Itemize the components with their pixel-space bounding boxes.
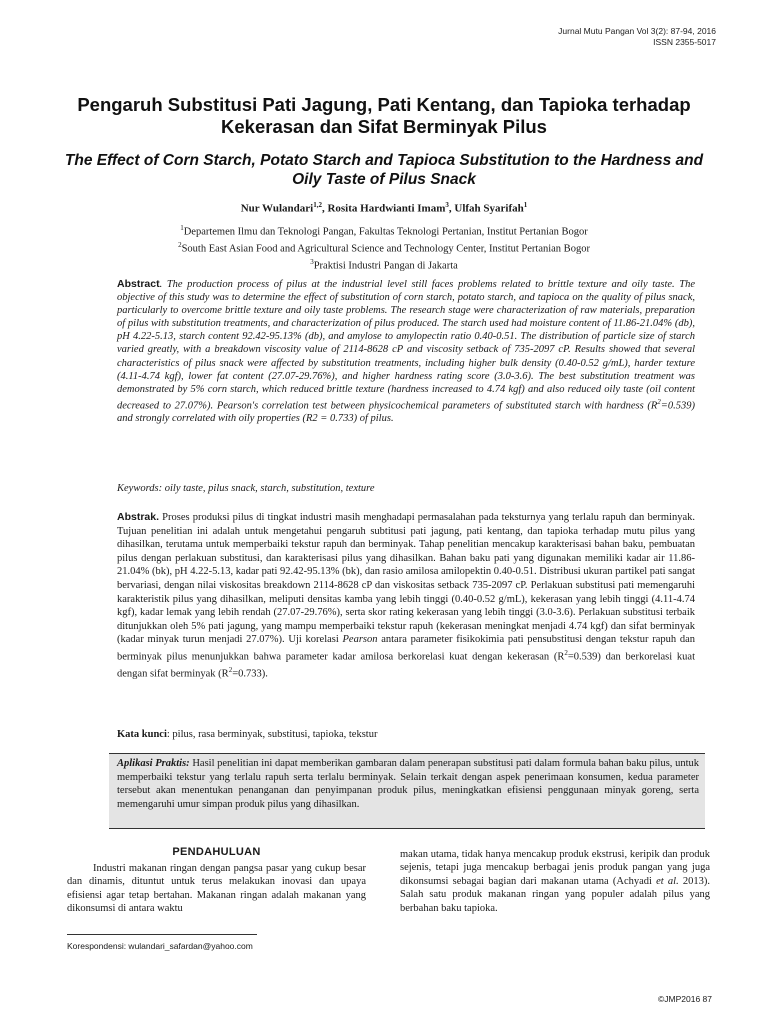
affiliation-text: Praktisi Industri Pangan di Jakarta: [313, 260, 458, 272]
practical-application-box: [109, 753, 705, 829]
title-english: The Effect of Corn Starch, Potato Starch and Tapioca Substitution to the Hardness and Oily Taste of Pilus Snack: [64, 152, 704, 188]
abstrak-text-2: antara parameter fisikokimia pati pensubstitusi dengan tekstur rapuh dan berminyak pilus menunjukkan bahwa parameter kadar amilosa berkorelasi kuat dengan kekerasan (R: [117, 634, 695, 663]
journal-citation: Jurnal Mutu Pangan Vol 3(2): 87-94, 2016: [558, 26, 716, 36]
author-name: Ulfah Syarifah: [454, 202, 524, 215]
correspondence-footnote: Korespondensi: wulandari_safardan@yahoo.com: [67, 941, 253, 951]
keywords-english: [117, 482, 695, 495]
affiliation-item: [60, 222, 708, 239]
abstract-text: . The production process of pilus at the industrial level still faces problems related to brittle texture and oily taste. The objective of this study was to determine the effect of substitution of corn starch, potato starch, and tapioca on the quality of pilus snack, particularly to overcome brittle texture and oily taste problems. The research stage were characterization of raw materials, preparation of pilus with substitution treatments, and characterization of pilus produced. The starch used had moisture content of 11.86-21.04% (db), pH 4.22-5.13, starch content 92.42-95.13% (db), and amylose to amylopectin ratio 0.40-0.51. The distribution of particle size of starch varied greatly, with a breakdown viscosity value of 2114-8628 cP and viscosity setback of 735-2097 cP. Results showed that several characteristics of pilus snack were affected by substitution treatments, including higher bulk density (0.40-0.52 g/mL), harder texture (4.11-4.74 kgf), lower fat content (27.07-29.76%), and higher hardness rating score (3.0-3.6). The best substitution treatment was demonstrated by 5% corn starch, which reduced brittle texture (hardness increased to 4.74 kgf) and also reduced oily taste (oil content decreased to 27.07%). Pearson's correlation test between physicochemical parameters of substituted starch with hardness (R: [117, 279, 695, 412]
abstract-text-end: =0.539) and strongly correlated with oily properties (R2 = 0.733) of pilus.: [117, 400, 695, 425]
author-name: Nur Wulandari: [240, 202, 314, 215]
author-name: Rosita Hardwianti Imam: [327, 202, 446, 215]
body-paragraph: Industri makanan ringan dengan pangsa pasar yang cukup besar dan dinamis, dituntut untuk terus melakukan inovasi dan upaya efisiensi agar tetap bertahan. Makanan ringan adalah makanan yang dikonsumsi di antara waktu: [67, 863, 366, 915]
kata-kunci-label: Kata kunci: [117, 729, 167, 740]
affiliation-text: Departemen Ilmu dan Teknologi Pangan, Fakultas Teknologi Pertanian, Institut Pertanian Bogor: [183, 226, 588, 238]
superscript: 2: [657, 397, 661, 406]
body-column-left: [67, 845, 366, 916]
body-column-right: [400, 848, 710, 915]
superscript: 2: [228, 666, 233, 675]
abstrak-text: Proses produksi pilus di tingkat industri masih menghadapi permasalahan pada teksturnya yang terlalu rapuh dan berminyak. Tujuan penelitian ini adalah untuk mengetahui pengaruh subtitusi pati jagung, pati kentang, dan tapioka terhadap mutu pilus yang dihasilkan, terutama untuk memperbaiki tekstur rapuh dan berminyak. Tahap penelitian mencakup karakterisasi bahan baku, pembuatan pilus dengan perlakuan substitusi, dan karakterisasi pilus yang dihasilkan. Bahan baku pati yang digunakan memiliki kadar air 11.86-21.04% (bk), pH 4.22-5.13, kadar pati 92.42-95.13% (bk), dan rasio amilosa amilopektin 0.40-0.51. Distribusi ukuran partikel pati sangat bervariasi, dengan nilai viskositas breakdown 2114-8628 cP dan viskositas setback 735-2097 cP. Perlakuan substitusi pati memengaruhi karakteristik pilus yang dihasilkan, meliputi densitas kamba yang lebih tinggi (0.40-0.52 g/mL), kekerasan yang lebih tinggi (4.11-4.74 kgf), kadar lemak yang lebih rendah (27.07-29.76%), serta skor rating kekerasan yang lebih tinggi (3.0-3.6). Perlakuan substitusi terbaik ditunjukkan oleh 5% pati jagung, yang mampu memperbaiki tekstur rapuh (kekerasan meningkat menjadi 4.74 kgf) dan sifat berminyak (kadar minyak turun menjadi 27.07%). Uji korelasi: [117, 512, 695, 646]
keywords-label: Keywords:: [117, 483, 163, 494]
body-italic: et al.: [656, 875, 679, 887]
affiliation-item: [60, 239, 708, 256]
practical-application-text: Hasil penelitian ini dapat memberikan gambaran dalam penerapan substitusi pati dalam formula bahan baku pilus, untuk memperbaiki tekstur yang terlalu rapuh serta terlalu berminyak. Selain terkait dengan aspek penerimaan konsumen, kedua parameter tersebut akan menentukan penanganan dan penyimpanan produk pilus, meningkatkan efisiensi penggunaan minyak goreng, serta memengaruhi umur simpan produk pilus yang dihasilkan.: [117, 758, 699, 811]
affiliation-mark: 2: [178, 241, 182, 249]
body-paragraph: [400, 848, 710, 915]
page-footer: ©JMP2016 87: [658, 994, 712, 1004]
keywords-text: oily taste, pilus snack, starch, substitution, texture: [162, 483, 375, 494]
affiliation-item: [60, 256, 708, 273]
journal-issn: ISSN 2355-5017: [653, 36, 716, 47]
abstrak-text-4: =0.733).: [232, 668, 268, 680]
kata-kunci-text: : pilus, rasa berminyak, substitusi, tapioka, tekstur: [166, 729, 378, 740]
affiliation-text: South East Asian Food and Agricultural Science and Technology Center, Institut Pertanian Bogor: [181, 243, 590, 255]
affiliation-mark: 1: [180, 224, 184, 232]
body-text-segment: 2013). Salah satu produk makanan ringan yang populer adalah pilus yang berbahan baku tapioka.: [400, 875, 711, 914]
abstract-indonesian: [117, 511, 695, 681]
title-indonesian: Pengaruh Substitusi Pati Jagung, Pati Kentang, dan Tapioka terhadap Kekerasan dan Sifat Berminyak Pilus: [77, 94, 691, 137]
keywords-indonesian: [117, 728, 695, 741]
author-list: Nur Wulandari$^{1,2}$, Rosita Hardwianti Imam$^3$, Ulfah Syarifah$^1$: [240, 201, 528, 215]
abstract-english: [117, 278, 695, 426]
affiliation-mark: 3: [310, 258, 314, 266]
abstrak-text-3: =0.539) dan berkorelasi kuat dengan sifat berminyak (R: [117, 651, 695, 680]
abstract-label: Abstract: [117, 278, 160, 290]
footnote-divider: [67, 934, 257, 935]
affiliation-list: [60, 222, 708, 273]
author-affiliation-mark: 3: [445, 201, 449, 209]
abstrak-label: Abstrak.: [117, 511, 160, 523]
author-affiliation-mark: 1,2: [313, 201, 322, 209]
journal-header: [558, 26, 716, 47]
practical-application-label: Aplikasi Praktis:: [117, 758, 190, 769]
author-affiliation-mark: 1: [523, 201, 528, 209]
body-text-segment: makan utama, tidak hanya mencakup produk ekstrusi, keripik dan produk sejenis, tetapi juga mencakup berbagai jenis produk pangan yang juga dikonsumsi sebagai bagian dari makanan utama (Achyadi: [400, 849, 710, 887]
superscript: 2: [564, 648, 568, 657]
abstrak-italic: Pearson: [342, 634, 378, 646]
section-heading: PENDAHULUAN: [172, 846, 261, 858]
